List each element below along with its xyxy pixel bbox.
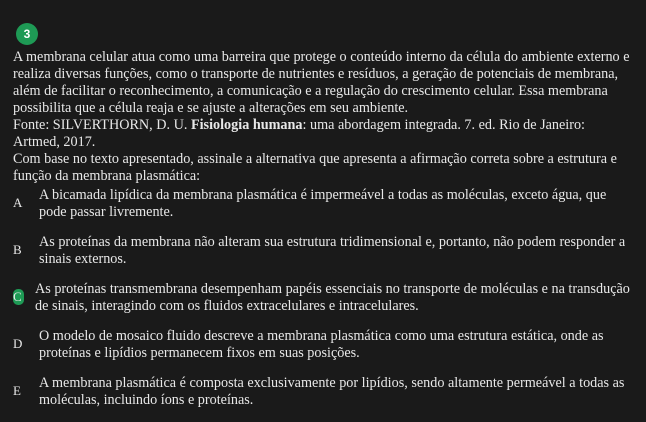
- option-a[interactable]: [13, 187, 634, 221]
- answer-options: [13, 187, 634, 409]
- option-text: As proteínas da membrana não alteram sua estrutura tridimensional e, portanto, não podem responder a sinais externos.: [39, 234, 626, 267]
- option-letter: A: [13, 195, 23, 210]
- option-letter: C: [13, 289, 22, 304]
- option-letter-container: [13, 281, 35, 305]
- source-title: Fisiologia humana: [190, 117, 303, 133]
- stem-paragraph: A membrana celular atua como uma barreira que protege o conteúdo interno da célula do ambiente externo e realiza diversas funções, como o transporte de nutrientes e resíduos, a geração de potenciais de membrana, além de facilitar o reconhecimento, a comunicação e a regulação do crescimento celular. Essa membrana possibilita que a célula reaja e se ajuste a alterações em seu ambiente.: [13, 49, 630, 116]
- option-e[interactable]: [13, 375, 634, 409]
- option-letter: E: [13, 383, 21, 398]
- option-text: A membrana plasmática é composta exclusivamente por lipídios, sendo altamente permeável a todas as moléculas, incluindo íons e proteínas.: [39, 375, 625, 408]
- option-letter: D: [13, 336, 23, 351]
- option-d[interactable]: [13, 328, 634, 362]
- option-text: O modelo de mosaico fluido descreve a membrana plasmática como uma estrutura estática, onde as proteínas e lipídios permanecem fixos em suas posições.: [39, 328, 604, 361]
- option-c[interactable]: [13, 281, 634, 315]
- question-stem: [13, 49, 634, 185]
- question-number-badge: 3: [16, 23, 38, 45]
- option-b[interactable]: [13, 234, 634, 268]
- source-prefix: Fonte: SILVERTHORN, D. U.: [13, 117, 191, 133]
- source-citation: [13, 117, 634, 151]
- option-text: As proteínas transmembrana desempenham papéis essenciais no transporte de moléculas e na transdução de sinais, interagindo com os fluidos extracelulares e intracelulares.: [35, 281, 630, 314]
- source-suffix: : uma abordagem integrada. 7. ed. Rio de Janeiro: Artmed, 2017.: [13, 117, 585, 150]
- option-text: A bicamada lipídica da membrana plasmática é impermeável a todas as moléculas, exceto água, que pode passar livremente.: [39, 187, 607, 220]
- question-prompt: Com base no texto apresentado, assinale a alternativa que apresenta a afirmação correta sobre a estrutura e função da membrana plasmática:: [13, 151, 617, 184]
- option-letter: B: [13, 242, 22, 257]
